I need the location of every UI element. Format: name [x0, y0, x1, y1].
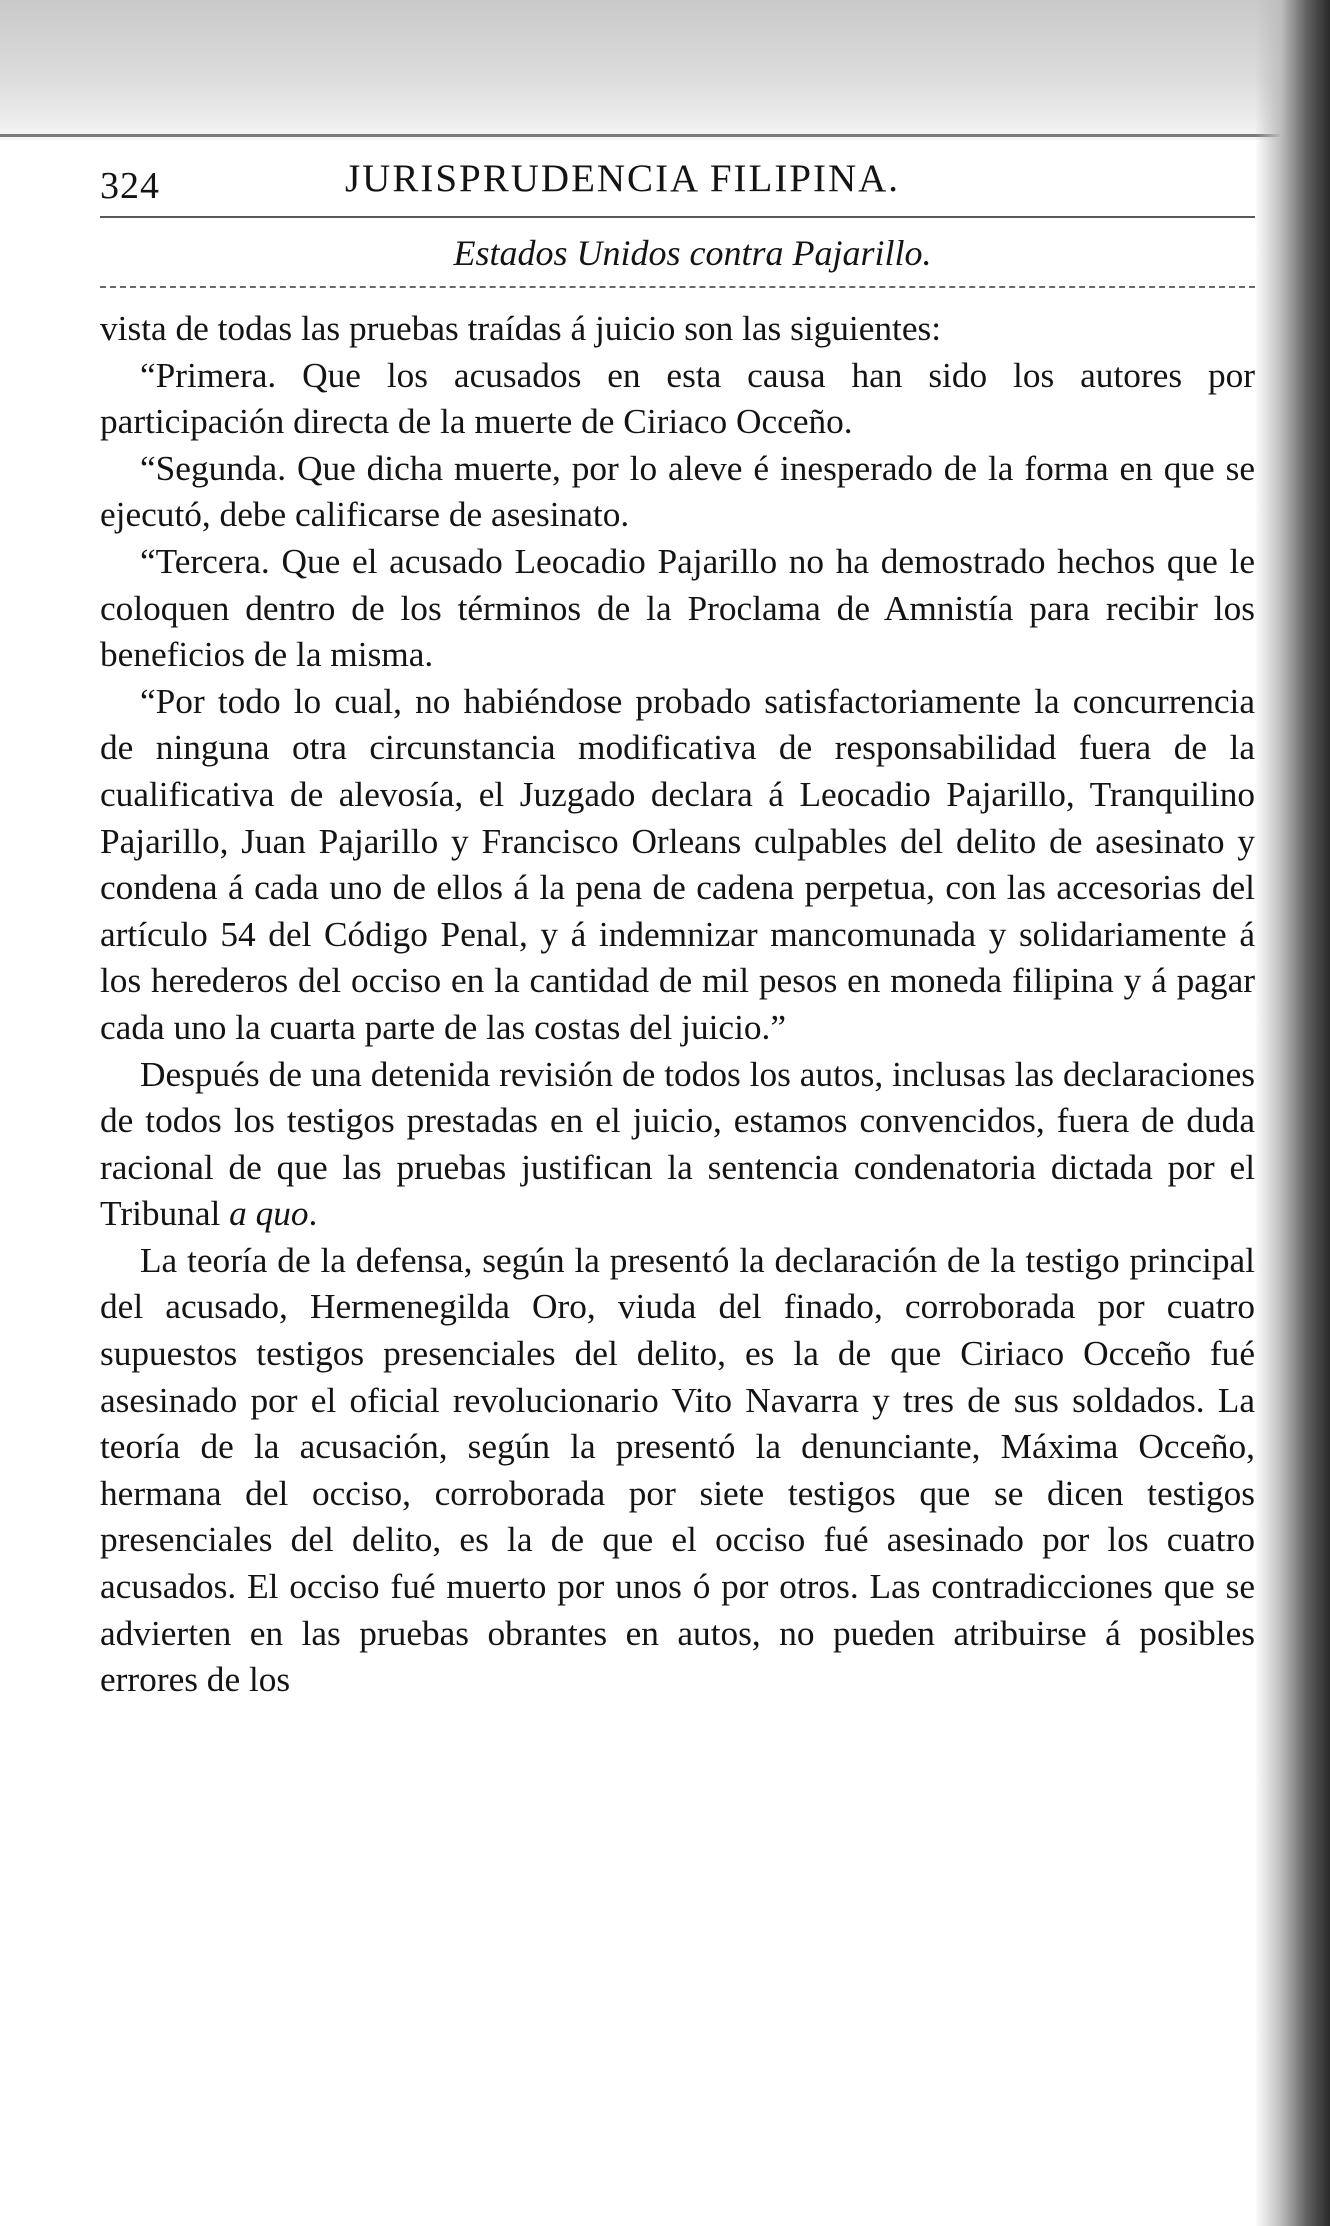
- paragraph-tercera: “Tercera. Que el acusado Leocadio Pajarillo no ha demostrado hechos que le coloquen dentro de los términos de la Proclama de Amnistía para recibir los beneficios de la misma.: [100, 541, 1255, 675]
- page-number: 324: [100, 165, 160, 207]
- case-title: Estados Unidos contra Pajarillo.: [453, 233, 932, 273]
- paragraph-continuation: vista de todas las pruebas traídas á juicio son las siguientes:: [100, 309, 942, 348]
- paragraph-revision-end: .: [308, 1194, 318, 1234]
- page-header: [100, 150, 1255, 216]
- paragraph-fallo: “Por todo lo cual, no habiéndose probado satisfactoriamente la concurrencia de ninguna otra circunstancia modificativa de responsabilidad fuera de la cualificativa de alevosía, el Juzgado declara á Leocadio Pajarillo, Tranquilino Pajarillo, Juan Pajarillo y Francisco Orleans culpables del delito de asesinato y condena á cada uno de ellos á la pena de cadena perpetua, con las accesorias del artículo 54 del Código Penal, y á indemnizar mancomunada y solidariamente á los herederos del occiso en la cantidad de mil pesos en moneda filipina y á pagar cada uno la cuarta parte de las costas del juicio.”: [100, 681, 1255, 1047]
- paragraph-revision-text: Después de una detenida revisión de todos los autos, inclusas las declaraciones de todos los testigos prestadas en el juicio, estamos convencidos, fuera de duda racional de que las pruebas justifican la sentencia condenatoria dictada por el Tribunal: [100, 1054, 1255, 1234]
- paragraph-segunda: “Segunda. Que dicha muerte, por lo aleve é inesperado de la forma en que se ejecutó, debe calificarse de asesinato.: [100, 448, 1255, 535]
- paragraph-revision: [100, 1052, 1255, 1238]
- document-page: [100, 150, 1255, 1704]
- case-title-rule: [100, 286, 1255, 288]
- scan-top-shadow: [0, 0, 1330, 140]
- latin-phrase: a quo: [229, 1194, 309, 1234]
- scan-right-shadow: [1255, 0, 1330, 2226]
- running-title: JURISPRUDENCIA FILIPINA.: [345, 157, 901, 200]
- scan-top-edge: [0, 134, 1330, 137]
- paragraph-primera: “Primera. Que los acusados en esta causa han sido los autores por participación directa de la muerte de Ciriaco Occeño.: [100, 355, 1255, 442]
- paragraph-teoria: La teoría de la defensa, según la presentó la declaración de la testigo principal del acusado, Hermenegilda Oro, viuda del finado, corroborada por cuatro supuestos testigos presenciales del delito, es la de que Ciriaco Occeño fué asesinado por el oficial revolucionario Vito Navarra y tres de sus soldados. La teoría de la acusación, según la presentó la denunciante, Máxima Occeño, hermana del occiso, corroborada por siete testigos que se dicen testigos presenciales del delito, es la de que el occiso fué asesinado por los cuatro acusados. El occiso fué muerto por unos ó por otros. Las contradicciones que se advierten en las pruebas obrantes en autos, no pueden atribuirse á posibles errores de los: [100, 1240, 1255, 1700]
- body-text: [100, 306, 1255, 1704]
